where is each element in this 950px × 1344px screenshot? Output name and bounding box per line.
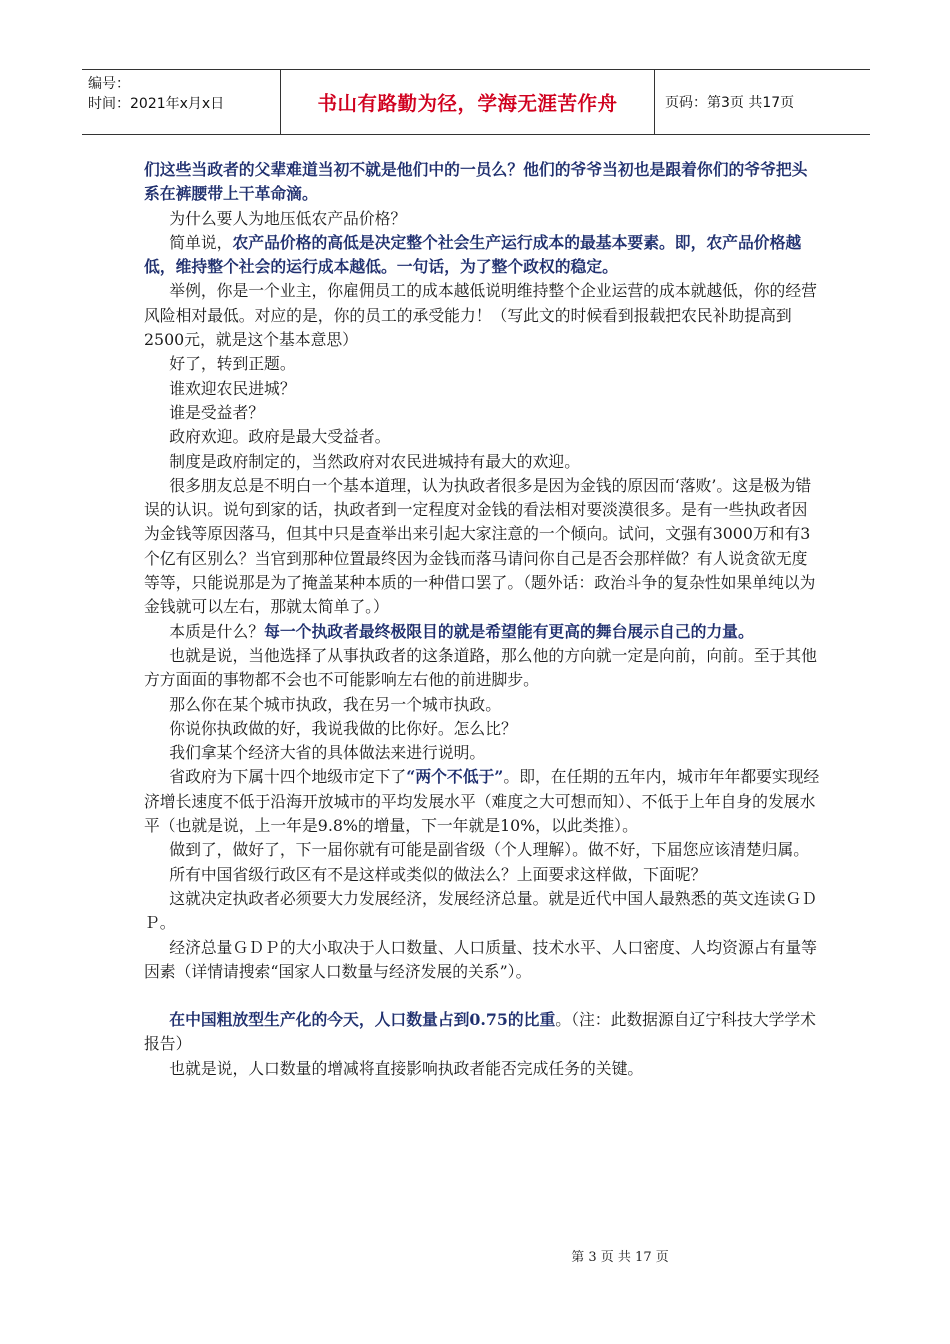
paragraph-text: 我们拿某个经济大省的具体做法来进行说明。 — [169, 743, 486, 763]
body-paragraph — [144, 620, 820, 644]
body-paragraph — [144, 765, 820, 838]
paragraph-text: 制度是政府制定的，当然政府对农民进城持有最大的欢迎。 — [169, 451, 580, 471]
paragraph-text: 这就决定执政者必须要大力发展经济，发展经济总量。就是近代中国人最熟悉的英文连读ＧＤＰ。 — [144, 888, 817, 933]
paragraph-text: 为什么要人为地压低农产品价格？ — [169, 208, 407, 228]
body-paragraph — [144, 474, 820, 620]
body-paragraph — [144, 377, 820, 401]
body-paragraph — [144, 863, 820, 887]
body-paragraph — [144, 717, 820, 741]
paragraph-text: 。（注：此数据源自辽宁科技大学学术报告） — [144, 1010, 816, 1054]
emphasized-text: “两个不低于” — [406, 767, 504, 787]
page-header — [82, 69, 870, 135]
document-body — [144, 158, 820, 1081]
emphasized-text: 农产品价格的高低是决定整个社会生产运行成本的最基本要素。即，农产品价格越低，维持整个社会的运行成本越低。一句话，为了整个政权的稳定。 — [144, 232, 802, 277]
paragraph-text: 经济总量ＧＤＰ的大小取决于人口数量、人口质量、技术水平、人口密度、人均资源占有量等因素（详情请搜索“国家人口数量与经济发展的关系”）。 — [144, 937, 817, 981]
body-paragraph — [144, 1008, 820, 1057]
document-number-label: 编号： — [88, 76, 130, 92]
emphasized-text: 每一个执政者最终极限目的就是希望能有更高的舞台展示自己的力量。 — [264, 621, 754, 641]
paragraph-text: 好了，转到正题。 — [169, 354, 296, 374]
emphasized-text: 们这些当政者的父辈难道当初不就是他们中的一员么？他们的爷爷当初也是跟着你们的爷爷把头系在裤腰带上干革命滴。 — [144, 160, 808, 204]
paragraph-text: 谁是受益者？ — [169, 402, 265, 422]
body-paragraph — [144, 693, 820, 717]
body-paragraph — [144, 887, 820, 936]
emphasized-text: 在中国粗放型生产化的今天，人口数量占到0.75的比重 — [169, 1010, 556, 1030]
paragraph-text: 省政府为下属十四个地级市定下了 — [169, 767, 407, 787]
body-paragraph — [144, 401, 820, 425]
page-footer: 第 3 页 共 17 页 — [571, 1250, 669, 1265]
header-motto: 书山有路勤为径，学海无涯苦作舟 — [280, 70, 655, 134]
body-paragraph — [144, 279, 820, 352]
paragraph-text: 那么你在某个城市执政，我在另一个城市执政。 — [169, 694, 502, 714]
body-paragraph — [144, 450, 820, 474]
document-time-label: 时间：2021年x月x日 — [88, 96, 225, 112]
paragraph-text: 也就是说，人口数量的增减将直接影响执政者能否完成任务的关键。 — [169, 1058, 644, 1078]
paragraph-text: 所有中国省级行政区有不是这样或类似的做法么？上面要求这样做，下面呢？ — [169, 864, 707, 884]
paragraph-text: 本质是什么？ — [169, 621, 265, 641]
paragraph-text: 做到了，做好了，下一届你就有可能是副省级（个人理解）。做不好，下届您应该清楚归属。 — [169, 840, 810, 860]
paragraph-text: 。即，在任期的五年内，城市年年都要实现经济增长速度不低于沿海开放城市的平均发展水平（难度之大可想而知）、不低于上年自身的发展水平（也就是说，上一年是9.8%的增量，下一年就是10%，以此类推）。 — [144, 767, 820, 836]
paragraph-text: 政府欢迎。政府是最大受益者。 — [169, 427, 391, 447]
body-paragraph — [144, 644, 820, 693]
paragraph-text: 你说你执政做的好，我说我做的比你好。怎么比？ — [169, 718, 517, 738]
body-paragraph — [144, 838, 820, 862]
body-paragraph — [144, 741, 820, 765]
body-paragraph — [144, 1057, 820, 1081]
header-meta — [82, 70, 280, 134]
body-paragraph — [144, 207, 820, 231]
body-paragraph — [144, 231, 820, 280]
header-page-info: 页码：第3页 共17页 — [665, 95, 795, 111]
paragraph-text: 也就是说，当他选择了从事执政者的这条道路，那么他的方向就一定是向前，向前。至于其他方方面面的事物都不会也不可能影响左右他的前进脚步。 — [144, 645, 817, 690]
body-paragraph — [144, 352, 820, 376]
paragraph-text: 举例，你是一个业主，你雇佣员工的成本越低说明维持整个企业运营的成本就越低，你的经营风险相对最低。对应的是，你的员工的承受能力！（写此文的时候看到报载把农民补助提高到2500元，就是这个基本意思） — [144, 281, 817, 350]
body-paragraph — [144, 936, 820, 985]
blank-line — [144, 984, 820, 1008]
paragraph-text: 很多朋友总是不明白一个基本道理，认为执政者很多是因为金钱的原因而‘落败’。这是极为错误的认识。说句到家的话，执政者到一定程度对金钱的看法相对要淡漠很多。是有一些执政者因为金钱等原因落马，但其中只是查举出来引起大家注意的一个倾向。试问，文强有3000万和有3个亿有区别么？当官到那种位置最终因为金钱而落马请问你自己是否会那样做？有人说贪欲无度等等，只能说那是为了掩盖某种本质的一种借口罢了。（题外话：政治斗争的复杂性如果单纯以为金钱就可以左右，那就太简单了。） — [144, 475, 816, 617]
paragraph-text: 谁欢迎农民进城？ — [169, 378, 296, 398]
body-paragraph — [144, 425, 820, 449]
body-paragraph — [144, 158, 820, 207]
paragraph-text: 简单说， — [169, 232, 233, 252]
